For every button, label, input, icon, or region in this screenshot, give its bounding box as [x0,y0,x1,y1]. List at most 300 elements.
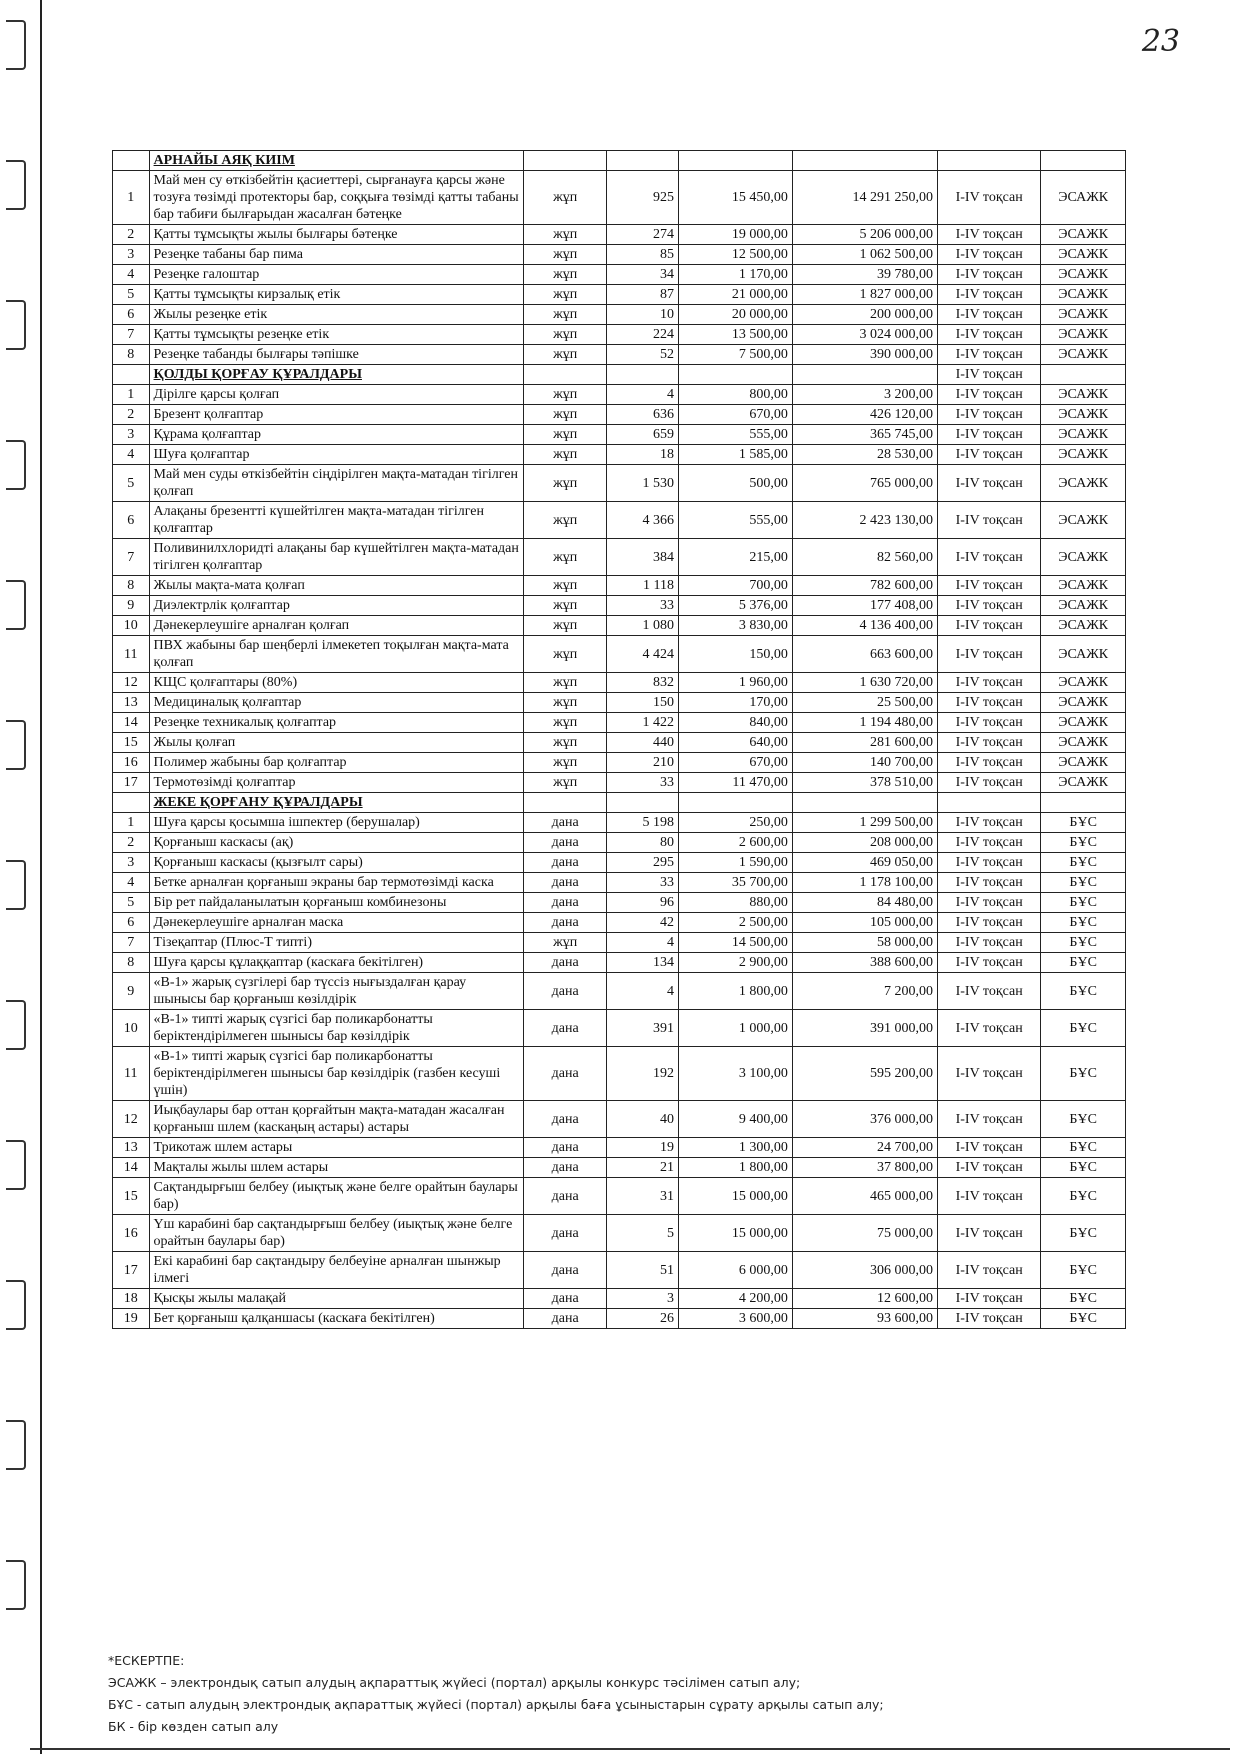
cell-num: 11 [113,636,150,673]
cell-num: 11 [113,1047,150,1101]
table-row [113,953,1126,973]
cell-sum: 140 700,00 [792,753,937,773]
cell-unit: жұп [524,305,607,325]
cell-price: 640,00 [679,733,793,753]
cell-num: 14 [113,1158,150,1178]
table-row [113,1138,1126,1158]
table-row [113,973,1126,1010]
cell-sum: 663 600,00 [792,636,937,673]
binding-hole [6,300,26,350]
cell-qty: 52 [606,345,678,365]
cell-period: І-ІV тоқсан [937,813,1040,833]
cell-sum: 390 000,00 [792,345,937,365]
cell-method: ЭСАЖК [1041,425,1126,445]
cell-sum [792,151,937,171]
cell-name: Полимер жабыны бар қолғаптар [149,753,524,773]
cell-price: 1 800,00 [679,973,793,1010]
cell-sum: 281 600,00 [792,733,937,753]
cell-period: І-ІV тоқсан [937,1178,1040,1215]
cell-sum: 765 000,00 [792,465,937,502]
table-row [113,245,1126,265]
cell-sum: 365 745,00 [792,425,937,445]
page-bottom-rule [30,1748,1230,1750]
cell-qty [606,151,678,171]
cell-name: «В-1» типті жарық сүзгісі бар поликарбонатты беріктендірілмеген шынысы бар көзілдірік [149,1010,524,1047]
cell-price: 3 100,00 [679,1047,793,1101]
table-row [113,1158,1126,1178]
cell-qty: 85 [606,245,678,265]
cell-method: БҰС [1041,1289,1126,1309]
cell-sum: 82 560,00 [792,539,937,576]
cell-method [1041,365,1126,385]
cell-qty: 150 [606,693,678,713]
cell-method: БҰС [1041,833,1126,853]
cell-method: ЭСАЖК [1041,713,1126,733]
table-row [113,305,1126,325]
cell-sum: 208 000,00 [792,833,937,853]
cell-method: БҰС [1041,893,1126,913]
cell-price: 1 000,00 [679,1010,793,1047]
cell-unit: жұп [524,933,607,953]
cell-name: Диэлектрлік қолғаптар [149,596,524,616]
cell-period: І-ІV тоқсан [937,305,1040,325]
binding-hole [6,860,26,910]
cell-method: БҰС [1041,1158,1126,1178]
cell-unit: жұп [524,285,607,305]
cell-price: 13 500,00 [679,325,793,345]
table-row [113,576,1126,596]
cell-unit: жұп [524,325,607,345]
cell-unit [524,365,607,385]
table-row [113,813,1126,833]
cell-price: 2 900,00 [679,953,793,973]
cell-name: Сақтандырғыш белбеу (иықтық және белге орайтын баулары бар) [149,1178,524,1215]
cell-price: 15 000,00 [679,1178,793,1215]
cell-num: 16 [113,753,150,773]
cell-unit: жұп [524,693,607,713]
cell-num: 2 [113,405,150,425]
cell-num: 4 [113,445,150,465]
cell-num: 14 [113,713,150,733]
cell-num: 5 [113,893,150,913]
cell-name: Дірілге қарсы қолғап [149,385,524,405]
cell-qty: 4 366 [606,502,678,539]
cell-sum [792,365,937,385]
cell-period: І-ІV тоқсан [937,636,1040,673]
cell-qty: 34 [606,265,678,285]
table-row [113,425,1126,445]
cell-method: БҰС [1041,873,1126,893]
cell-num: 7 [113,325,150,345]
binding-hole [6,580,26,630]
table-row [113,445,1126,465]
cell-period: І-ІV тоқсан [937,1101,1040,1138]
cell-period: І-ІV тоқсан [937,1289,1040,1309]
cell-unit: жұп [524,265,607,285]
cell-unit: жұп [524,733,607,753]
cell-name: Резеңке техникалық қолғаптар [149,713,524,733]
table-row [113,713,1126,733]
cell-qty: 295 [606,853,678,873]
cell-period [937,151,1040,171]
cell-period: І-ІV тоқсан [937,325,1040,345]
cell-num: 15 [113,1178,150,1215]
cell-name: Қатты тұмсықты резеңке етік [149,325,524,345]
cell-qty: 5 [606,1215,678,1252]
binding-hole [6,1560,26,1610]
table-row [113,1289,1126,1309]
footnote-title: *ЕСКЕРТПЕ: [108,1653,185,1668]
table-row [113,1215,1126,1252]
cell-num: 4 [113,873,150,893]
cell-unit: жұп [524,385,607,405]
cell-name: Құрама қолғаптар [149,425,524,445]
table-row [113,465,1126,502]
cell-sum: 1 062 500,00 [792,245,937,265]
cell-name: Май мен су өткізбейтін қасиеттері, сырғанауға қарсы және тозуға төзімді протекторы бар, соққыға төзімді қатты табаны бар табиғи былғарыдан жасалған бәтеңке [149,171,524,225]
cell-price: 1 590,00 [679,853,793,873]
cell-name: Қорғаныш каскасы (қызғылт сары) [149,853,524,873]
cell-num: 16 [113,1215,150,1252]
cell-unit: жұп [524,616,607,636]
cell-price: 5 376,00 [679,596,793,616]
table-row [113,853,1126,873]
cell-method: БҰС [1041,1138,1126,1158]
cell-qty: 87 [606,285,678,305]
cell-method: ЭСАЖК [1041,502,1126,539]
cell-num: 3 [113,425,150,445]
footnote-line: БҰС - сатып алудың электрондық ақпараттық жүйесі (портал) арқылы баға ұсыныстарын сұрату арқылы сатып алу; [108,1697,884,1712]
table-row [113,893,1126,913]
cell-method: ЭСАЖК [1041,636,1126,673]
cell-method: БҰС [1041,1047,1126,1101]
cell-qty: 4 424 [606,636,678,673]
cell-name: Мақталы жылы шлем астары [149,1158,524,1178]
cell-sum: 93 600,00 [792,1309,937,1329]
cell-method: ЭСАЖК [1041,539,1126,576]
cell-qty: 19 [606,1138,678,1158]
cell-qty: 925 [606,171,678,225]
cell-num: 2 [113,833,150,853]
cell-unit [524,151,607,171]
cell-name: Бір рет пайдаланылатын қорғаныш комбинезоны [149,893,524,913]
cell-num: 12 [113,1101,150,1138]
cell-sum: 84 480,00 [792,893,937,913]
table-row [113,873,1126,893]
cell-name: Дәнекерлеушіге арналған маска [149,913,524,933]
cell-sum: 177 408,00 [792,596,937,616]
cell-method: БҰС [1041,973,1126,1010]
cell-unit: жұп [524,502,607,539]
cell-period [937,793,1040,813]
cell-qty: 21 [606,1158,678,1178]
cell-sum: 2 423 130,00 [792,502,937,539]
cell-unit: дана [524,1101,607,1138]
cell-num: 6 [113,913,150,933]
cell-unit: жұп [524,773,607,793]
cell-unit: дана [524,953,607,973]
cell-price: 150,00 [679,636,793,673]
binding-edge [0,0,42,1754]
cell-price: 20 000,00 [679,305,793,325]
cell-method: ЭСАЖК [1041,385,1126,405]
cell-period: І-ІV тоқсан [937,576,1040,596]
cell-qty: 1 080 [606,616,678,636]
table-row [113,171,1126,225]
cell-period: І-ІV тоқсан [937,285,1040,305]
cell-period: І-ІV тоқсан [937,1252,1040,1289]
cell-period: І-ІV тоқсан [937,385,1040,405]
cell-num [113,365,150,385]
cell-sum: 3 024 000,00 [792,325,937,345]
cell-sum: 378 510,00 [792,773,937,793]
cell-sum: 1 194 480,00 [792,713,937,733]
cell-sum: 388 600,00 [792,953,937,973]
cell-price: 800,00 [679,385,793,405]
cell-sum: 75 000,00 [792,1215,937,1252]
cell-price: 1 300,00 [679,1138,793,1158]
cell-num: 3 [113,245,150,265]
cell-name: КЩС қолғаптары (80%) [149,673,524,693]
cell-price: 1 585,00 [679,445,793,465]
cell-num: 12 [113,673,150,693]
table-row [113,693,1126,713]
table-row [113,1178,1126,1215]
cell-name: ЖЕКЕ ҚОРҒАНУ ҚҰРАЛДАРЫ [149,793,524,813]
cell-period: І-ІV тоқсан [937,171,1040,225]
cell-period: І-ІV тоқсан [937,733,1040,753]
cell-sum: 105 000,00 [792,913,937,933]
cell-num: 17 [113,773,150,793]
cell-period: І-ІV тоқсан [937,973,1040,1010]
cell-sum: 14 291 250,00 [792,171,937,225]
binding-hole [6,1000,26,1050]
cell-name: Шуға қолғаптар [149,445,524,465]
cell-qty: 210 [606,753,678,773]
cell-period: І-ІV тоқсан [937,245,1040,265]
section-row [113,365,1126,385]
cell-period: І-ІV тоқсан [937,445,1040,465]
cell-price [679,793,793,813]
cell-period: І-ІV тоқсан [937,365,1040,385]
cell-qty: 440 [606,733,678,753]
cell-method: БҰС [1041,1178,1126,1215]
cell-num: 2 [113,225,150,245]
cell-price: 12 500,00 [679,245,793,265]
cell-price: 670,00 [679,753,793,773]
cell-unit: дана [524,1289,607,1309]
cell-sum: 25 500,00 [792,693,937,713]
cell-qty: 1 118 [606,576,678,596]
table-row [113,225,1126,245]
cell-period: І-ІV тоқсан [937,225,1040,245]
cell-num: 18 [113,1289,150,1309]
cell-num: 1 [113,385,150,405]
cell-method: БҰС [1041,853,1126,873]
cell-sum: 37 800,00 [792,1158,937,1178]
cell-num: 8 [113,345,150,365]
cell-method: ЭСАЖК [1041,596,1126,616]
cell-method: БҰС [1041,1309,1126,1329]
cell-unit: дана [524,1215,607,1252]
page-number: 23 [1141,24,1180,59]
cell-method: БҰС [1041,813,1126,833]
cell-name: Шуға қарсы құлаққаптар (каскаға бекітілген) [149,953,524,973]
cell-method: ЭСАЖК [1041,616,1126,636]
table-row [113,285,1126,305]
cell-num: 5 [113,285,150,305]
cell-qty: 4 [606,933,678,953]
binding-hole [6,1140,26,1190]
binding-hole [6,720,26,770]
cell-qty: 274 [606,225,678,245]
cell-method: ЭСАЖК [1041,245,1126,265]
cell-num: 17 [113,1252,150,1289]
cell-qty: 384 [606,539,678,576]
cell-sum [792,793,937,813]
cell-sum: 465 000,00 [792,1178,937,1215]
cell-qty: 134 [606,953,678,973]
cell-unit: дана [524,853,607,873]
cell-sum: 782 600,00 [792,576,937,596]
cell-period: І-ІV тоқсан [937,873,1040,893]
cell-period: І-ІV тоқсан [937,753,1040,773]
table-row [113,833,1126,853]
cell-price: 170,00 [679,693,793,713]
cell-num: 6 [113,502,150,539]
cell-name: Резеңке табанды былғары тәпішке [149,345,524,365]
cell-sum: 391 000,00 [792,1010,937,1047]
cell-price: 9 400,00 [679,1101,793,1138]
cell-period: І-ІV тоқсан [937,833,1040,853]
cell-name: Жылы мақта-мата қолғап [149,576,524,596]
table-row [113,1309,1126,1329]
cell-unit: жұп [524,576,607,596]
cell-num [113,793,150,813]
cell-price: 15 000,00 [679,1215,793,1252]
table-row [113,502,1126,539]
cell-name: Медициналық қолғаптар [149,693,524,713]
cell-sum: 1 178 100,00 [792,873,937,893]
cell-period: І-ІV тоқсан [937,913,1040,933]
cell-qty: 96 [606,893,678,913]
cell-qty: 31 [606,1178,678,1215]
cell-name: Қысқы жылы малақай [149,1289,524,1309]
cell-period: І-ІV тоқсан [937,1309,1040,1329]
cell-unit [524,793,607,813]
cell-unit: жұп [524,539,607,576]
cell-num: 10 [113,1010,150,1047]
cell-unit: дана [524,1138,607,1158]
cell-price: 1 960,00 [679,673,793,693]
cell-unit: дана [524,913,607,933]
cell-method: БҰС [1041,933,1126,953]
binding-hole [6,160,26,210]
cell-period: І-ІV тоқсан [937,405,1040,425]
cell-method: ЭСАЖК [1041,171,1126,225]
cell-sum: 1 827 000,00 [792,285,937,305]
cell-period: І-ІV тоқсан [937,1138,1040,1158]
cell-name: Жылы қолғап [149,733,524,753]
cell-qty: 832 [606,673,678,693]
cell-unit: жұп [524,673,607,693]
cell-unit: жұп [524,405,607,425]
cell-period: І-ІV тоқсан [937,539,1040,576]
cell-qty: 1 422 [606,713,678,733]
cell-unit: дана [524,1309,607,1329]
cell-period: І-ІV тоқсан [937,345,1040,365]
cell-name: Резеңке табаны бар пима [149,245,524,265]
table-row [113,913,1126,933]
cell-name: «В-1» типті жарық сүзгісі бар поликарбонатты беріктендірілмеген шынысы бар көзілдірік (газбен кесуші үшін) [149,1047,524,1101]
cell-period: І-ІV тоқсан [937,1047,1040,1101]
cell-price: 215,00 [679,539,793,576]
cell-sum: 1 299 500,00 [792,813,937,833]
cell-price: 880,00 [679,893,793,913]
cell-price: 1 170,00 [679,265,793,285]
cell-sum: 426 120,00 [792,405,937,425]
cell-num: 15 [113,733,150,753]
cell-sum: 469 050,00 [792,853,937,873]
cell-period: І-ІV тоқсан [937,713,1040,733]
cell-price: 250,00 [679,813,793,833]
table-row [113,539,1126,576]
cell-qty: 636 [606,405,678,425]
cell-qty: 659 [606,425,678,445]
footnote-line: БК - бір көзден сатып алу [108,1719,279,1734]
cell-unit: дана [524,1178,607,1215]
cell-name: Термотөзімді қолғаптар [149,773,524,793]
cell-qty: 4 [606,385,678,405]
cell-name: Жылы резеңке етік [149,305,524,325]
cell-num: 7 [113,933,150,953]
cell-qty: 51 [606,1252,678,1289]
table-row [113,405,1126,425]
cell-qty [606,793,678,813]
cell-method: ЭСАЖК [1041,693,1126,713]
cell-name: Дәнекерлеушіге арналған қолғап [149,616,524,636]
table-row [113,616,1126,636]
section-row [113,793,1126,813]
cell-name: Үш карабині бар сақтандырғыш белбеу (иықтық және белге орайтын баулары бар) [149,1215,524,1252]
cell-name: Шуға қарсы қосымша ішпектер (берушалар) [149,813,524,833]
cell-qty: 26 [606,1309,678,1329]
cell-method [1041,793,1126,813]
cell-name: ПВХ жабыны бар шеңберлі ілмекетеп тоқылған мақта-мата қолғап [149,636,524,673]
cell-name: Иықбаулары бар оттан қорғайтын мақта-матадан жасалған қорғаныш шлем (каскаңың астары) астары [149,1101,524,1138]
cell-name: Поливинилхлоридті алақаны бар күшейтілген мақта-матадан тігілген қолғаптар [149,539,524,576]
cell-num: 3 [113,853,150,873]
cell-method: БҰС [1041,1010,1126,1047]
section-row [113,151,1126,171]
cell-unit: жұп [524,753,607,773]
cell-name: Қатты тұмсықты кирзалық етік [149,285,524,305]
cell-method: ЭСАЖК [1041,405,1126,425]
table-row [113,325,1126,345]
cell-price: 500,00 [679,465,793,502]
cell-unit: дана [524,1047,607,1101]
cell-sum: 7 200,00 [792,973,937,1010]
cell-method [1041,151,1126,171]
cell-num: 13 [113,693,150,713]
cell-num: 1 [113,813,150,833]
cell-num: 4 [113,265,150,285]
table-row [113,753,1126,773]
cell-qty: 33 [606,873,678,893]
cell-qty: 40 [606,1101,678,1138]
cell-price [679,151,793,171]
cell-method: ЭСАЖК [1041,265,1126,285]
